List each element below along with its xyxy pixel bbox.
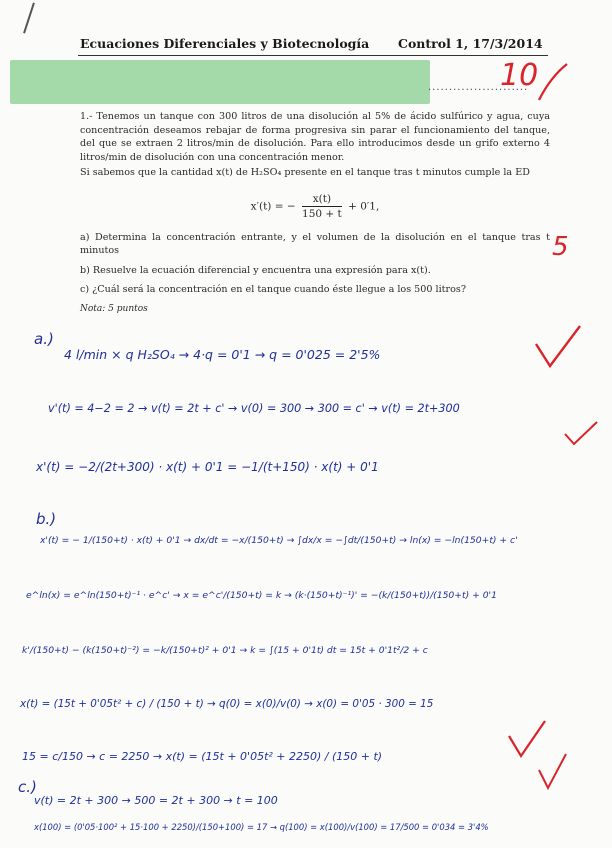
redacted-name-highlight [10,60,430,104]
checkmark-icon [562,418,600,448]
answer-label-b: b.) [36,510,57,528]
ode-fraction [302,192,342,221]
points-note: Nota: 5 puntos [80,303,148,314]
item-b: b) Resuelve la ecuación diferencial y encuentra una expresión para x(t). [80,264,431,276]
answer-a-line-1: 4 l/min × q H₂SO₄ → 4·q = 0'1 → q = 0'025 = 2'5% [64,347,381,362]
answer-c-line-1: v(t) = 2t + 300 → 500 = 2t + 300 → t = 100 [34,794,278,807]
problem-intro: 1.- Tenemos un tanque con 300 litros de una disolución al 5% de ácido sulfúrico y agua, cuya concentración deseamos rebajar de forma progresiva sin parar el funcionamiento del tanque, del que se extraen 2 litros/min de disolución. Para ello introducimos desde un grifo externo 4 litros/min de disolución con una concentración menor. [80,111,550,163]
pencil-stroke [23,2,35,33]
answer-label-a: a.) [34,330,54,348]
total-grade: 10 [500,58,539,93]
ode-equation [80,192,550,221]
answer-a-line-3: x'(t) = −2/(2t+300) · x(t) + 0'1 = −1/(t+150) · x(t) + 0'1 [36,460,379,474]
ode-numerator: x(t) [302,192,342,207]
exam-date: Control 1, 17/3/2014 [398,36,543,51]
answer-label-c: c.) [18,778,37,796]
part-a-grade: 5 [552,232,569,262]
answer-b-line-5: 15 = c/150 → c = 2250 → x(t) = (15t + 0'05t² + 2250) / (150 + t) [22,750,383,763]
answer-b-line-3: k'/(150+t) − (k(150+t)⁻²) = −k/(150+t)² + 0'1 → k = ∫(15 + 0'1t) dt = 15t + 0'1t²/2 + c [22,645,428,656]
answer-b-line-2: e^ln(x) = e^ln(150+t)⁻¹ · e^c' → x = e^c'/(150+t) = k → (k·(150+t)⁻¹)' = −(k/(150+t))/(150+t) + 0'1 [26,590,497,601]
grade-slash-icon [535,62,569,102]
answer-a-line-2: v'(t) = 4−2 = 2 → v(t) = 2t + c' → v(0) = 300 → 300 = c' → v(t) = 2t+300 [48,402,460,415]
problem-ode-sentence: Si sabemos que la cantidad x(t) de H₂SO₄ presente en el tanque tras t minutos cumple la ED [80,167,530,178]
ode-lhs: x′(t) = − [250,200,296,212]
item-c: c) ¿Cuál será la concentración en el tanque cuando éste llegue a los 500 litros? [80,284,466,295]
answer-b-line-4: x(t) = (15t + 0'05t² + c) / (150 + t) → q(0) = x(0)/v(0) → x(0) = 0'05 · 300 = 15 [20,698,434,710]
answer-b-line-1: x'(t) = − 1/(150+t) · x(t) + 0'1 → dx/dt = −x/(150+t) → ∫dx/x = −∫dt/(150+t) → ln(x) = −ln(150+t) + c' [40,535,518,546]
problem-items [80,231,550,317]
name-dots: ........................ [428,82,529,93]
answer-c-line-2: x(100) = (0'05·100² + 15·100 + 2250)/(150+100) = 17 → q(100) = x(100)/v(100) = 17/500 = 0'034 = 3'4% [34,822,489,832]
item-a: a) Determina la concentración entrante, y el volumen de la disolución en el tanque tras t minutos [80,231,550,256]
header-rule [78,55,548,56]
ode-denominator: 150 + t [302,207,342,220]
problem-statement [80,110,550,322]
checkmark-icon [532,322,584,372]
checkmark-icon [536,752,570,792]
course-title: Ecuaciones Diferenciales y Biotecnología [80,36,370,51]
ode-rhs: + 0′1, [348,200,380,212]
